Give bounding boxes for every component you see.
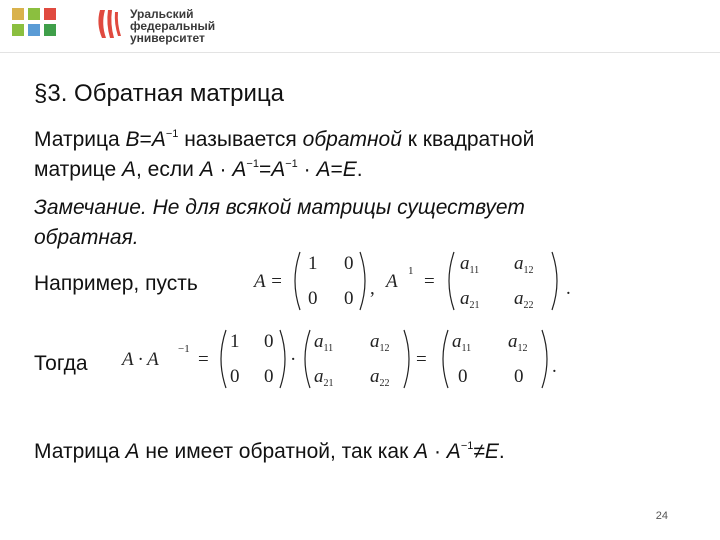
matrix-cell: $a_{11}$ bbox=[452, 331, 472, 354]
matrix-cell: 0 bbox=[264, 366, 274, 387]
logo-square-icon bbox=[28, 8, 40, 20]
university-name-line: федеральный bbox=[130, 19, 216, 33]
symbol-a: A bbox=[199, 158, 214, 181]
logo-square-icon bbox=[28, 24, 40, 36]
university-name bbox=[130, 8, 215, 44]
dot: · bbox=[290, 349, 297, 370]
text: , если bbox=[136, 158, 200, 181]
a-equals: A = bbox=[254, 271, 283, 292]
right-paren-icon bbox=[360, 252, 365, 310]
matrix-cell: $a_{21}$ bbox=[460, 288, 480, 311]
symbol-a: A bbox=[446, 440, 461, 463]
matrix-cell: 0 bbox=[514, 366, 524, 387]
matrix-cell: 0 bbox=[230, 366, 240, 387]
university-name-line: университет bbox=[130, 31, 205, 45]
equals: = bbox=[198, 349, 209, 370]
dot: · bbox=[213, 158, 233, 181]
equals: = bbox=[424, 271, 435, 292]
matrix-cell: $a_{12}$ bbox=[370, 331, 390, 354]
logo-square-icon bbox=[44, 8, 56, 20]
matrix-cell: 0 bbox=[264, 331, 274, 352]
text: . bbox=[498, 440, 505, 463]
inverse-exponent: 1 bbox=[408, 265, 414, 277]
right-paren-icon bbox=[404, 330, 409, 388]
header-divider bbox=[0, 52, 720, 53]
inverse-exponent: −1 bbox=[246, 158, 259, 170]
left-paren-icon bbox=[305, 330, 310, 388]
symbol-a: A bbox=[271, 158, 286, 181]
symbol-a: A bbox=[125, 440, 140, 463]
text: Матрица bbox=[34, 440, 126, 463]
symbol-a: A bbox=[386, 271, 398, 292]
then-label: Тогда bbox=[34, 352, 88, 375]
inverse-exponent: −1 bbox=[285, 158, 298, 170]
text: = bbox=[330, 158, 343, 181]
matrix-cell: 0 bbox=[308, 288, 318, 309]
text: Матрица bbox=[34, 128, 126, 151]
right-paren-icon bbox=[280, 330, 285, 388]
dot: · bbox=[428, 440, 447, 463]
definition-line-1 bbox=[34, 120, 534, 154]
example-label: Например, пусть bbox=[34, 272, 198, 295]
university-emblem-icon bbox=[94, 8, 124, 40]
symbol-b: B bbox=[125, 128, 140, 151]
text: называется bbox=[178, 128, 303, 151]
page-number: 24 bbox=[655, 510, 668, 522]
logo-square-icon bbox=[12, 8, 24, 20]
symbol-a: A bbox=[151, 128, 166, 151]
logo-square-icon bbox=[12, 24, 24, 36]
matrix-cell: $a_{12}$ bbox=[514, 253, 534, 276]
product-formula bbox=[118, 322, 568, 396]
matrix-cell: $a_{21}$ bbox=[314, 366, 334, 389]
university-logo-mark bbox=[12, 8, 58, 42]
matrix-cell: $a_{11}$ bbox=[314, 331, 334, 354]
remark-line-2: обратная. bbox=[34, 226, 139, 249]
symbol-a: A bbox=[316, 158, 331, 181]
matrix-cell: 1 bbox=[308, 253, 318, 274]
left-paren-icon bbox=[221, 330, 226, 388]
text: = bbox=[139, 128, 152, 151]
period: . bbox=[566, 278, 571, 299]
symbol-e: E bbox=[484, 440, 499, 463]
symbol-a: A bbox=[414, 440, 429, 463]
text: = bbox=[258, 158, 272, 181]
matrix-cell: 0 bbox=[344, 253, 354, 274]
matrix-cell: 0 bbox=[458, 366, 468, 387]
not-equal: ≠ bbox=[473, 440, 485, 463]
text: не имеет обратной, так как bbox=[139, 440, 415, 463]
right-paren-icon bbox=[552, 252, 557, 310]
symbol-a: A bbox=[232, 158, 247, 181]
slide-title: §3. Обратная матрица bbox=[34, 80, 285, 107]
right-paren-icon bbox=[542, 330, 547, 388]
left-paren-icon bbox=[443, 330, 448, 388]
text: матрице bbox=[34, 158, 122, 181]
emphasized-term: обратной bbox=[302, 128, 402, 151]
inverse-exponent: −1 bbox=[460, 440, 474, 452]
example-formula bbox=[240, 244, 580, 318]
left-paren-icon bbox=[295, 252, 300, 310]
symbol-e: E bbox=[342, 158, 357, 181]
inverse-exponent: −1 bbox=[165, 128, 179, 140]
matrix-cell: $a_{11}$ bbox=[460, 253, 480, 276]
matrix-cell: $a_{12}$ bbox=[508, 331, 528, 354]
conclusion-line bbox=[34, 432, 505, 466]
remark-line-1: Замечание. Не для всякой матрицы существует bbox=[34, 196, 525, 219]
product-lhs: A · A bbox=[122, 349, 159, 370]
inverse-exponent: −1 bbox=[178, 343, 190, 355]
left-paren-icon bbox=[449, 252, 454, 310]
matrix-cell: $a_{22}$ bbox=[514, 288, 534, 311]
matrix-cell: $a_{22}$ bbox=[370, 366, 390, 389]
university-name-line: Уральский bbox=[130, 7, 194, 21]
period: . bbox=[552, 356, 557, 377]
matrix-cell: 0 bbox=[344, 288, 354, 309]
equals: = bbox=[416, 349, 427, 370]
symbol-a: A bbox=[122, 158, 137, 181]
logo-square-icon bbox=[44, 24, 56, 36]
comma: , bbox=[370, 278, 375, 299]
text: . bbox=[356, 158, 363, 181]
matrix-cell: 1 bbox=[230, 331, 240, 352]
dot: · bbox=[297, 158, 317, 181]
definition-line-2 bbox=[34, 150, 363, 184]
text: к квадратной bbox=[401, 128, 535, 151]
